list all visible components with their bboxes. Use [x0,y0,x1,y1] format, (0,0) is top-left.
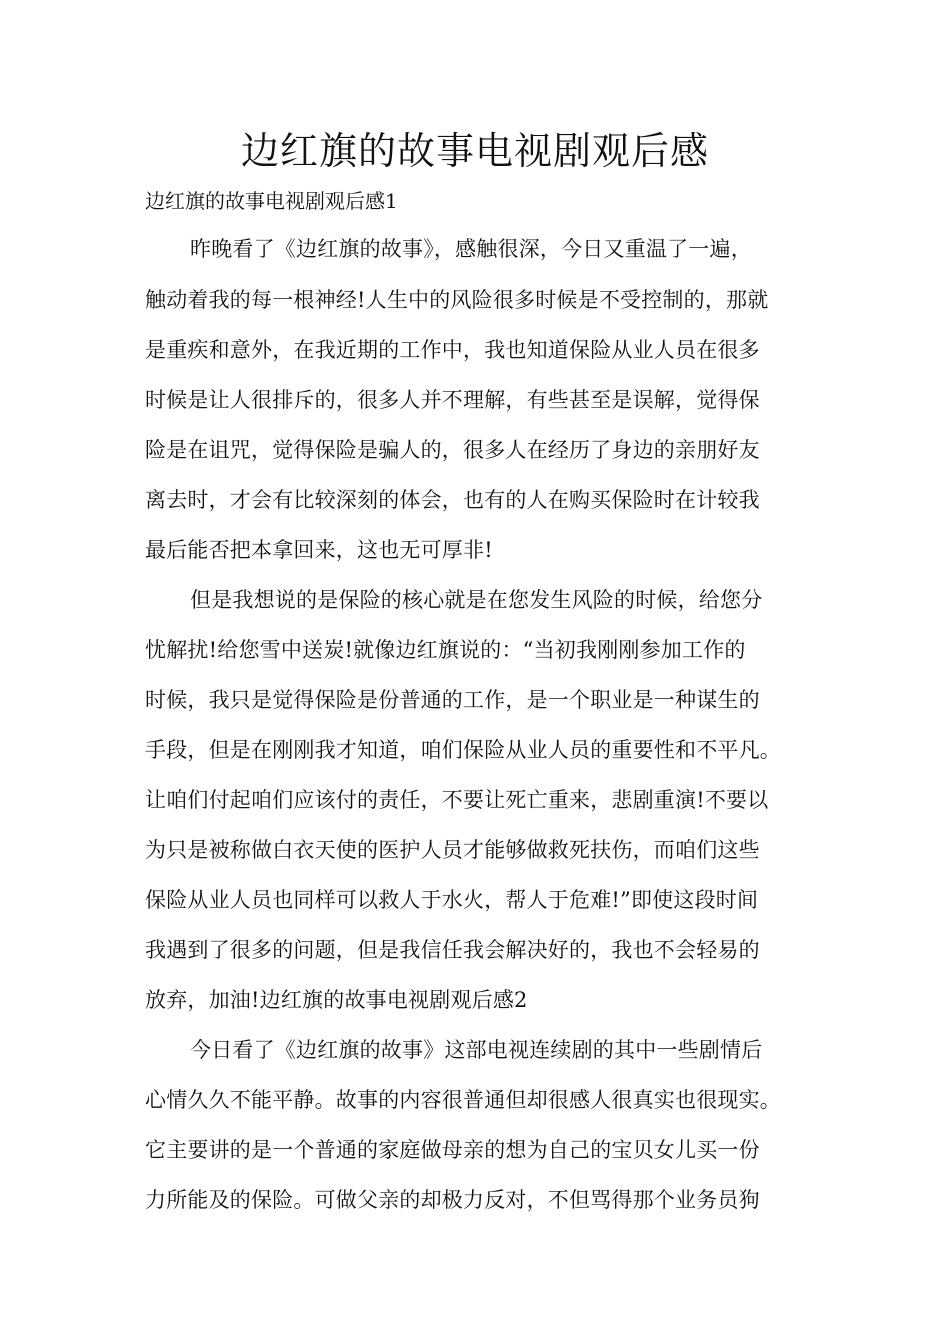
body-line: 力所能及的保险。可做父亲的却极力反对，不但骂得那个业务员狗 [145,1188,760,1212]
body-line: 离去时，才会有比较深刻的体会，也有的人在购买保险时在计较我 [145,488,760,512]
body-line: 手段，但是在刚刚我才知道，咱们保险从业人员的重要性和不平凡。 [145,738,781,762]
body-line: 它主要讲的是一个普通的家庭做母亲的想为自己的宝贝女儿买一份 [145,1138,760,1162]
body-line: 心情久久不能平静。故事的内容很普通但却很感人很真实也很现实。 [145,1088,781,1112]
body-line: 忧解扰!给您雪中送炭!就像边红旗说的：“当初我刚刚参加工作的 [145,638,746,662]
body-line: 最后能否把本拿回来，这也无可厚非! [145,538,493,562]
body-line: 我遇到了很多的问题，但是我信任我会解决好的，我也不会轻易的 [145,938,760,962]
body-line: 放弃，加油!边红旗的故事电视剧观后感2 [145,988,528,1012]
body-line: 时候是让人很排斥的，很多人并不理解，有些甚至是误解，觉得保 [145,388,760,412]
body-line: 为只是被称做白衣天使的医护人员才能够做救死扶伤，而咱们这些 [145,838,760,862]
body-line: 触动着我的每一根神经!人生中的风险很多时候是不受控制的，那就 [145,288,769,312]
body-line: 是重疾和意外，在我近期的工作中，我也知道保险从业人员在很多 [145,338,760,362]
body-line: 但是我想说的是保险的核心就是在您发生风险的时候，给您分 [190,588,763,612]
body-line: 保险从业人员也同样可以救人于水火，帮人于危难!”即使这段时间 [145,888,759,912]
body-line: 昨晚看了《边红旗的故事》，感触很深，今日又重温了一遍， [190,237,752,261]
section-heading: 边红旗的故事电视剧观后感1 [145,189,398,213]
body-line: 今日看了《边红旗的故事》这部电视连续剧的其中一些剧情后 [190,1038,763,1062]
body-line: 让咱们付起咱们应该付的责任，不要让死亡重来，悲剧重演!不要以 [145,788,769,812]
document-title: 边红旗的故事电视剧观后感 [240,129,709,173]
body-line: 时候，我只是觉得保险是份普通的工作，是一个职业是一种谋生的 [145,688,760,712]
body-line: 险是在诅咒，觉得保险是骗人的，很多人在经历了身边的亲朋好友 [145,438,760,462]
